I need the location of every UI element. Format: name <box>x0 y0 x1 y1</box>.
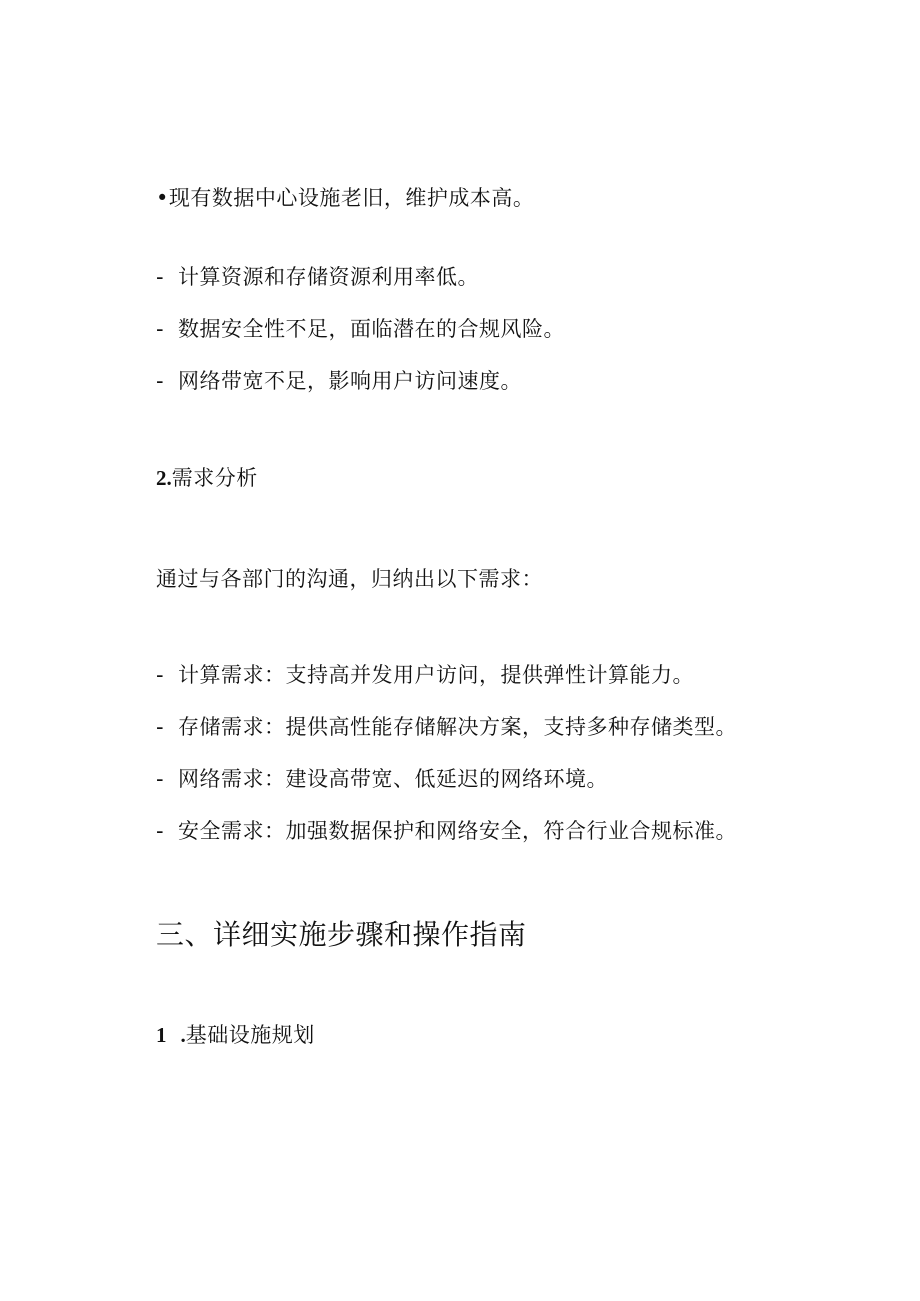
requirement-text: 存储需求：提供高性能存储解决方案，支持多种存储类型。 <box>178 715 737 739</box>
bullet-item-text: •现有数据中心设施老旧，维护成本高。 <box>156 186 535 210</box>
sub-list-item <box>156 263 479 291</box>
requirement-item <box>156 817 737 845</box>
dash-marker: - <box>156 819 165 843</box>
sub-list-item-text: 数据安全性不足，面临潜在的合规风险。 <box>178 317 565 341</box>
intro-paragraph <box>156 565 543 593</box>
dash-marker: - <box>156 715 165 739</box>
requirement-item <box>156 661 694 689</box>
bullet-item <box>156 184 534 212</box>
requirement-text: 计算需求：支持高并发用户访问，提供弹性计算能力。 <box>178 663 694 687</box>
subsection-title: 需求分析 <box>171 466 258 490</box>
sub-list-item-text: 网络带宽不足，影响用户访问速度。 <box>178 369 522 393</box>
subsection-number: 1 <box>156 1023 167 1047</box>
chapter-title-text: 三、详细实施步骤和操作指南 <box>156 918 527 951</box>
dash-marker: - <box>156 663 165 687</box>
requirement-text: 网络需求：建设高带宽、低延迟的网络环境。 <box>178 767 608 791</box>
dash-marker: - <box>156 265 165 289</box>
dash-marker: - <box>156 317 165 341</box>
sub-list-item <box>156 315 565 343</box>
sub-list-item-text: 计算资源和存储资源利用率低。 <box>178 265 479 289</box>
subsection-title: 基础设施规划 <box>185 1023 315 1047</box>
subsection-number: 2. <box>156 466 172 490</box>
sub-list-item <box>156 367 522 395</box>
intro-text: 通过与各部门的沟通，归纳出以下需求： <box>156 567 543 591</box>
dash-marker: - <box>156 369 165 393</box>
subsection-heading <box>156 1021 315 1049</box>
subsection-heading <box>156 464 258 492</box>
requirement-item <box>156 713 737 741</box>
requirement-item <box>156 765 608 793</box>
subsection-number-dot: . <box>180 1023 186 1047</box>
dash-marker: - <box>156 767 165 791</box>
requirement-text: 安全需求：加强数据保护和网络安全，符合行业合规标准。 <box>178 819 737 843</box>
chapter-title <box>156 917 527 953</box>
